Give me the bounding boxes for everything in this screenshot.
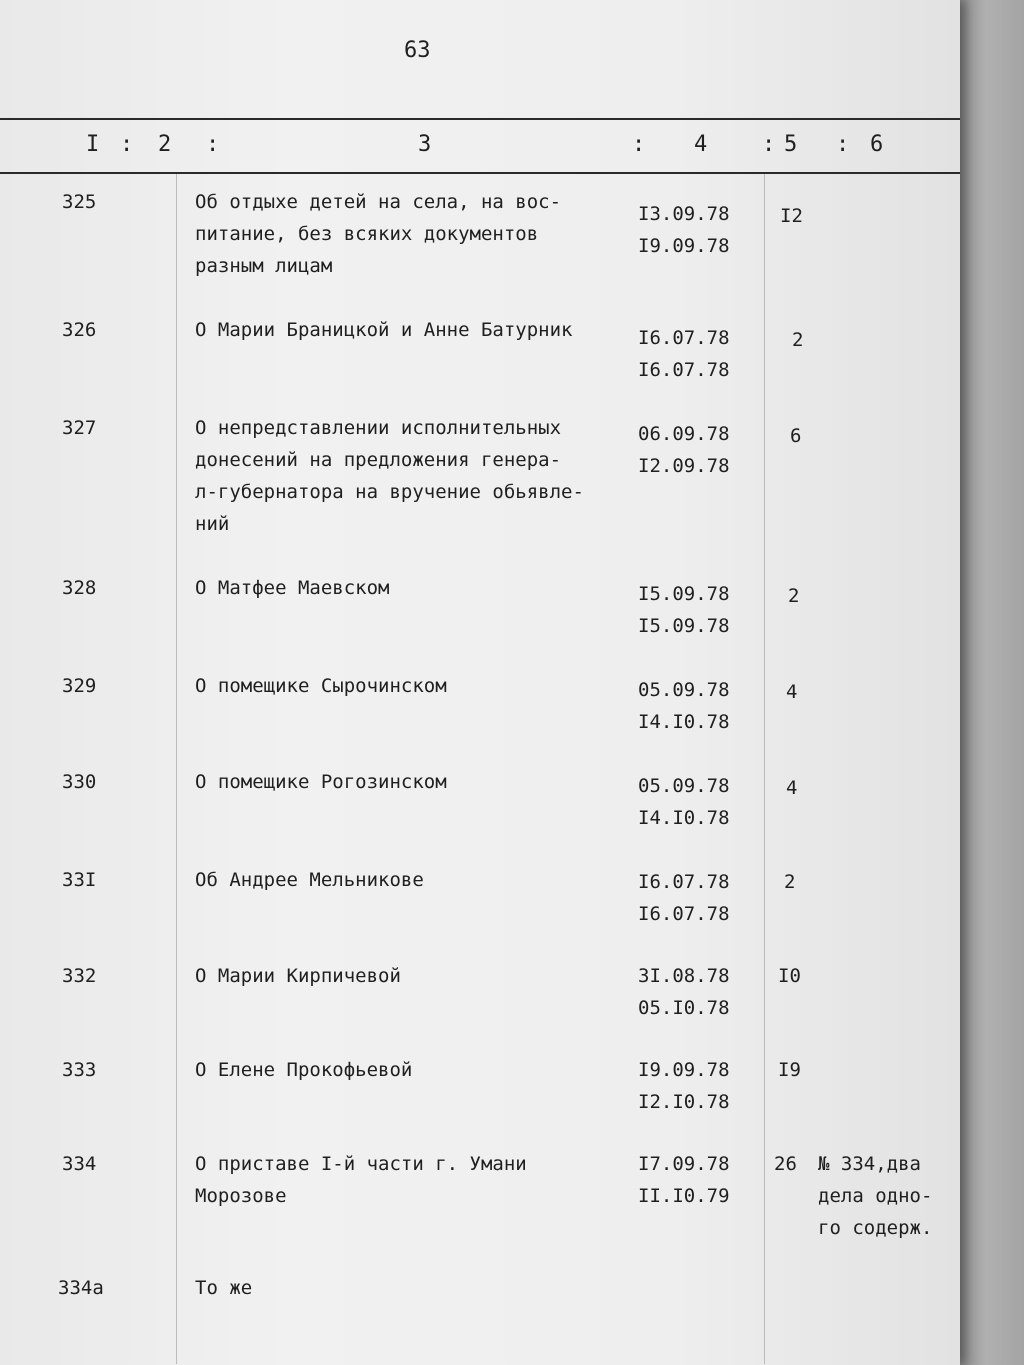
date-end: 05.I0.78 [638,997,730,1019]
case-dates [638,674,758,738]
sheet-count: 2 [792,329,804,351]
header-sep-5: : [836,132,850,157]
case-number: 330 [62,771,97,793]
note-line: го содерж. [818,1217,933,1239]
date-start: I9.09.78 [638,1059,730,1081]
date-start: I3.09.78 [638,203,730,225]
case-title: О непредставлении исполнительных донесений на предложения генера- л-губернатора на вручение обьявле- ний [195,417,584,535]
case-number: 328 [62,577,97,599]
case-number: 333 [62,1059,97,1081]
header-sep-1: : [120,132,134,157]
case-title: О помещике Сырочинском [195,675,447,697]
column-divider [176,174,177,1364]
case-title: О приставе I-й части г. Умани Морозове [195,1153,527,1207]
note-line: № 334,два [818,1153,921,1175]
date-end: I4.I0.78 [638,711,730,733]
case-title: Об отдыхе детей на села, на вос- питание, без всяких документов разным лицам [195,191,562,277]
column-divider [764,174,765,1364]
sheet-count: 2 [788,585,800,607]
date-start: 3I.08.78 [638,965,730,987]
case-number: 334а [58,1277,104,1299]
date-end: II.I0.79 [638,1185,730,1207]
case-title: О Марии Кирпичевой [195,965,401,987]
case-dates [638,1148,758,1212]
case-note [818,1148,958,1244]
case-title: О Матфее Маевском [195,577,390,599]
case-number: 327 [62,417,97,439]
case-number: 326 [62,319,97,341]
header-col-1: I [86,132,100,157]
header-sep-3: : [632,132,646,157]
date-end: I5.09.78 [638,615,730,637]
case-dates [638,418,758,482]
case-number: 329 [62,675,97,697]
case-dates [638,1054,758,1118]
case-number: 33I [62,869,97,891]
header-sep-4: : [762,132,776,157]
sheet-count: I0 [778,965,801,987]
date-end: I4.I0.78 [638,807,730,829]
sheet-count: 6 [790,425,802,447]
date-start: 05.09.78 [638,679,730,701]
header-col-6: 6 [870,132,884,157]
header-col-3: 3 [418,132,432,157]
page-edge [960,0,1024,1365]
header-col-2: 2 [158,132,172,157]
date-start: I5.09.78 [638,583,730,605]
date-end: I6.07.78 [638,359,730,381]
case-title: То же [195,1277,253,1299]
case-dates [638,770,758,834]
case-title: Об Андрее Мельникове [195,869,424,891]
header-rule-bottom [0,172,960,174]
case-number: 334 [62,1153,97,1175]
sheet-count: 26 [774,1153,797,1175]
page-number: 63 [404,38,431,63]
date-end: I6.07.78 [638,903,730,925]
case-title: О помещике Рогозинском [195,771,447,793]
date-start: I7.09.78 [638,1153,730,1175]
date-start: 06.09.78 [638,423,730,445]
case-dates [638,322,758,386]
date-end: I9.09.78 [638,235,730,257]
sheet-count: 4 [786,681,798,703]
header-col-5: 5 [784,132,798,157]
sheet-count: I9 [778,1059,801,1081]
date-end: I2.09.78 [638,455,730,477]
case-title: О Елене Прокофьевой [195,1059,413,1081]
date-start: I6.07.78 [638,327,730,349]
date-start: I6.07.78 [638,871,730,893]
case-number: 325 [62,191,97,213]
case-dates [638,198,758,262]
case-title: О Марии Браницкой и Анне Батурник [195,319,573,341]
case-number: 332 [62,965,97,987]
header-col-4: 4 [694,132,708,157]
case-dates [638,578,758,642]
note-line: дела одно- [818,1185,933,1207]
date-start: 05.09.78 [638,775,730,797]
sheet-count: I2 [780,205,803,227]
case-dates [638,866,758,930]
case-dates [638,960,758,1024]
header-rule-top [0,118,960,120]
date-end: I2.I0.78 [638,1091,730,1113]
sheet-count: 4 [786,777,798,799]
sheet-count: 2 [784,871,796,893]
header-sep-2: : [206,132,220,157]
